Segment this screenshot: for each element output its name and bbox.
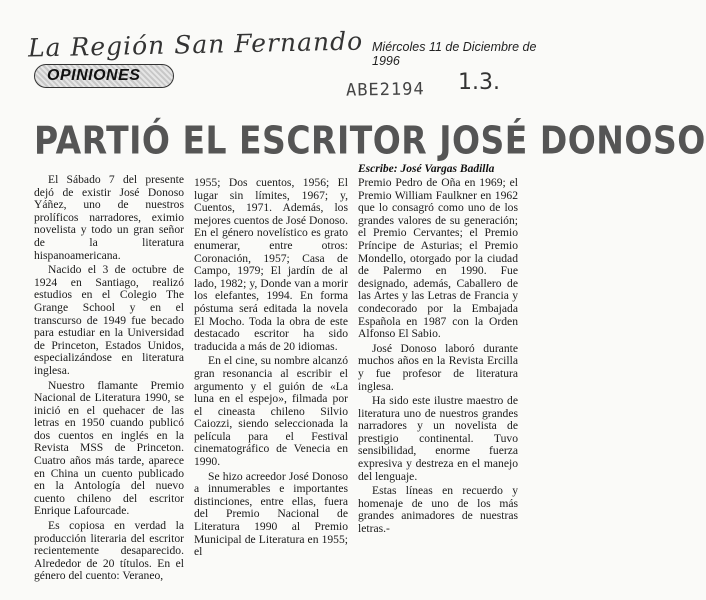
article-column-1 xyxy=(34,174,184,585)
archive-stamp: ABE2194 xyxy=(345,79,425,101)
section-label: OPINIONES xyxy=(47,67,141,84)
article-column-3 xyxy=(358,177,518,538)
paragraph: José Donoso laboró durante muchos años en la Revista Ercilla y fue profesor de literatura inglesa. xyxy=(358,341,518,393)
paragraph: En el cine, su nombre alcanzó gran resonancia al escribir el argumento y el guión de «La luna en el espejo», filmada por el cineasta chileno Silvio Caiozzi, siendo seleccionada la película para el Festival cinematográfico de Venecia en 1990. xyxy=(194,354,348,469)
paragraph: Nacido el 3 de octubre de 1924 en Santiago, realizó estudios en el Colegio The Grange School y en el transcurso de 1949 fue becado para estudiar en la Universidad de Princeton, Estados Unidos, especializándose en literatura inglesa. xyxy=(34,263,184,377)
paragraph: Ha sido este ilustre maestro de literatura uno de nuestros grandes narradores y un novelista de prestigio continental. Tuvo sensibilidad, enorme fuerza expresiva y destreza en el manejo del lenguaje. xyxy=(358,394,518,483)
section-banner xyxy=(34,64,174,88)
byline: Escribe: José Vargas Badilla xyxy=(358,163,495,175)
paragraph: Premio Pedro de Oña en 1969; el Premio William Faulkner en 1962 que lo consagró como uno de los grandes valores de su generación; el Premio Cervantes; el Premio Príncipe de Asturias; el Premio Mondello, otorgado por la ciudad de Palermo en 1990. Fue designado, además, Caballero de las Artes y las Letras de Francia y condecorado por la Embajada Española en 1987 con la Orden Alfonso El Sabio. xyxy=(358,176,518,341)
handwritten-source-note: La Región San Fernando xyxy=(27,26,364,63)
dateline: Miércoles 11 de Diciembre de 1996 xyxy=(372,40,537,68)
paragraph: Se hizo acreedor José Donoso a innumerables e importantes distinciones, entre ellas, fuera del Premio Nacional de Literatura 1990 al Premio Municipal de Literatura en 1955; el xyxy=(194,469,348,559)
headline: PARTIÓ EL ESCRITOR JOSÉ DONOSO xyxy=(34,118,706,163)
paragraph: Nuestro flamante Premio Nacional de Literatura 1990, se inició en el quehacer de las letras en 1950 cuando publicó dos cuentos en inglés en la Revista MSS de Princeton. Cuatro años más tarde, aparece en China un cuento publicado en la Antología del nuevo cuento chileno del escritor Enrique Lafourcade. xyxy=(34,378,184,518)
page-number: 1.3. xyxy=(458,70,500,95)
paragraph: 1955; Dos cuentos, 1956; El lugar sin límites, 1967; y, Cuentos, 1971. Además, los mejores cuentos de José Donoso. En el género novelístico es grato enumerar, entre otros: Coronación, 1957; Casa de Campo, 1979; El jardín de al lado, 1982; y, Donde van a morir los elefantes, 1994. En forma póstuma será editada la novela El Mocho. Toda la obra de este destacado escritor ha sido traducida a más de 20 idiomas. xyxy=(194,176,348,353)
article-column-2 xyxy=(194,177,348,561)
paragraph: El Sábado 7 del presente dejó de existir José Donoso Yáñez, uno de nuestros prolíficos narradores, eximio novelista y todo un gran señor de la literatura hispanoamericana. xyxy=(34,173,184,262)
paragraph: Estas líneas en recuerdo y homenaje de uno de los más grandes animadores de nuestras letras.- xyxy=(358,484,518,536)
paragraph: Es copiosa en verdad la producción literaria del escritor recientemente desaparecido. Alrededor de 20 títulos. En el género del cuento: Veraneo, xyxy=(34,519,184,583)
